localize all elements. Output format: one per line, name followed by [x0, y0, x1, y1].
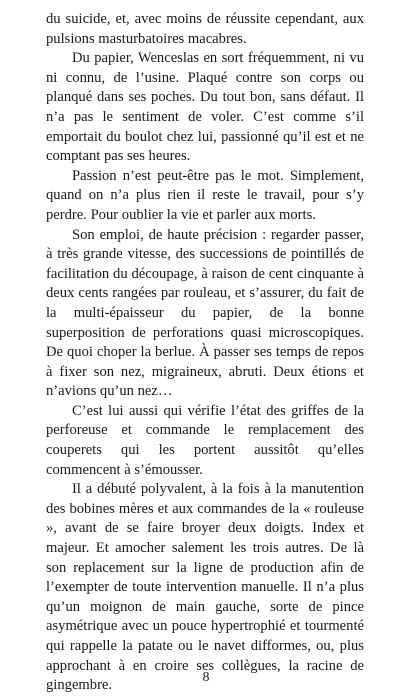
paragraph-4: Son emploi, de haute précision : regarder passer, à très grande vitesse, des successions de pointillés de facilitation du découpage, à raison de cent cinquante à deux cents rangées par rouleau, et s’assurer, du fait de la multi-épaisseur du papier, de la bonne superposition de perforations quasi microscopiques. De quoi choper la berlue. À passer ses temps de repos à fixer son nez, migraineux, abruti. Deux étions et n’avions qu’un nez… — [46, 226, 364, 400]
paragraph-5: C’est lui aussi qui vérifie l’état des griffes de la perforeuse et commande le remplacement des couperets qui les portent aussitôt qu’elles commencent à s’émousser. — [46, 402, 364, 478]
page-number: 8 — [202, 670, 210, 685]
page-body — [46, 10, 364, 696]
paragraph-3: Passion n’est peut-être pas le mot. Simplement, quand on n’a plus rien il reste le travail, pour s’y perdre. Pour oublier la vie et parler aux morts. — [46, 167, 364, 223]
paragraph-6: Il a débuté polyvalent, à la fois à la manutention des bobines mères et aux commandes de la « rouleuse », avant de se faire broyer deux doigts. Index et majeur. Et amocher salement les trois autres. De là son replacement sur la ligne de production afin de l’exempter de toute intervention manuelle. Il n’a plus qu’un moignon de main gauche, sorte de pince asymétrique avec un pouce hypertrophié et tourmenté qui rappelle la patate ou le navet difformes, ou, plus approchant à en croire ses collègues, la racine de gingembre. — [46, 481, 364, 694]
paragraph-2: Du papier, Wenceslas en sort fréquemment, ni vu ni connu, de l’usine. Plaqué contre son corps ou planqué dans ses poches. Du tout bon, sans défaut. Il n’a pas le sentiment de voler. C’est comme s’il emportait du boulot chez lui, passionné qu’il est et ne comptant pas ses heures. — [46, 50, 364, 165]
paragraph-1: du suicide, et, avec moins de réussite cependant, aux pulsions masturbatoires macabres. — [46, 11, 364, 47]
